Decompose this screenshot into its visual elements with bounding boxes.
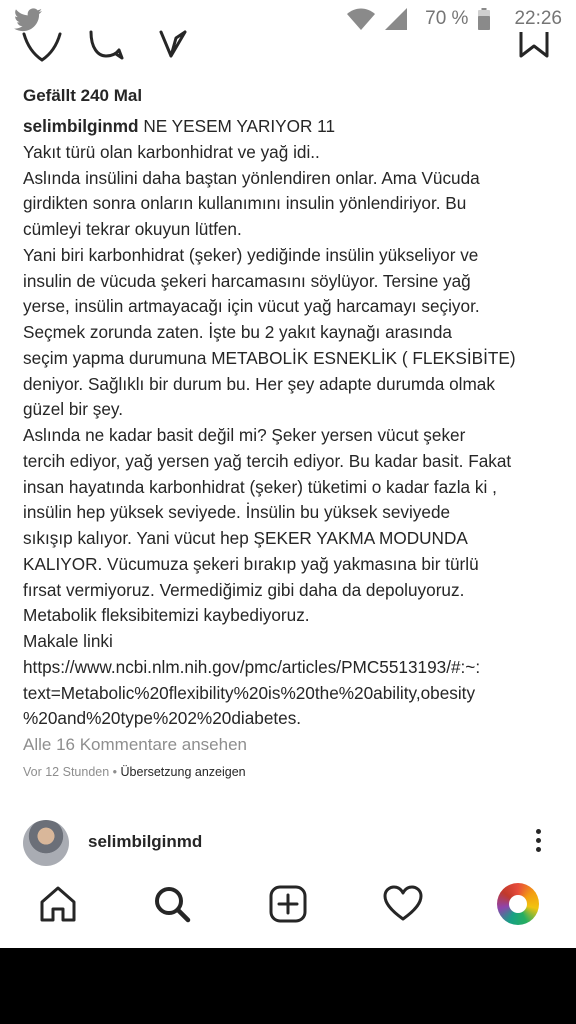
caption-line: Yakıt türü olan karbonhidrat ve yağ idi.. <box>23 141 320 162</box>
profile-avatar[interactable] <box>497 883 539 925</box>
caption-line: insülin hep yüksek seviyede. İnsülin bu yüksek seviyede <box>23 502 451 523</box>
caption-username[interactable]: selimbilginmd <box>23 116 139 136</box>
new-post-icon[interactable] <box>268 884 308 924</box>
caption-line: fırsat vermiyoruz. Vermediğimiz gibi daha da depoluyoruz. <box>23 579 465 600</box>
post-action-row <box>0 28 576 64</box>
clock: 22:26 <box>514 8 562 29</box>
post-meta <box>23 765 246 779</box>
caption-line: tercih ediyor, yağ yersen yağ tercih ediyor. Bu kadar basit. Fakat <box>23 450 512 471</box>
caption-line: https://www.ncbi.nlm.nih.gov/pmc/articles/PMC5513193/#:~: <box>23 656 481 677</box>
avatar[interactable] <box>23 820 69 866</box>
caption-first-line <box>23 114 563 140</box>
caption-line: cümleyi tekrar okuyun lütfen. <box>23 219 242 239</box>
share-icon[interactable] <box>158 28 188 62</box>
activity-heart-icon[interactable] <box>383 884 423 924</box>
caption-line: Yani biri karbonhidrat (şeker) yediğinde insülin yükseliyor ve <box>23 244 479 265</box>
caption-line: girdikten sonra onların kullanımını insulin yönlendiriyor. Bu <box>23 193 467 214</box>
caption-line: text=Metabolic%20flexibility%20is%20the%20ability,obesity <box>23 682 476 703</box>
caption-line: yerse, insülin artmayacağı için vücut yağ harcamayı seçiyor. <box>23 296 480 317</box>
cellular-signal-icon <box>385 8 407 30</box>
caption-line: Aslında insülini daha baştan yönlendiren onlar. Ama Vücuda <box>23 167 480 188</box>
caption-line: güzel bir şey. <box>23 399 123 420</box>
battery-icon <box>478 8 490 30</box>
caption-line: Aslında ne kadar basit değil mi? Şeker yersen vücut şeker <box>23 425 466 445</box>
caption-line: Metabolik fleksibitemizi kaybediyoruz. <box>23 605 310 626</box>
caption-line: insulin de vücuda şekeri harcamasını söylüyor. Tersine yağ <box>23 270 471 291</box>
post-timestamp: Vor 12 Stunden <box>23 765 110 779</box>
caption-line: Makale linki <box>23 631 113 651</box>
bottom-navigation <box>0 868 576 948</box>
search-icon[interactable] <box>152 884 192 924</box>
view-comments-link[interactable]: Alle 16 Kommentare ansehen <box>23 735 247 754</box>
wifi-icon <box>347 8 375 30</box>
save-bookmark-icon[interactable] <box>518 28 550 62</box>
status-indicators <box>347 8 562 30</box>
meta-separator: • <box>109 765 121 779</box>
caption-line: sıkışıp kalıyor. Yani vücut hep ŞEKER YAKMA MODUNDA <box>23 528 468 548</box>
caption-line: KALIYOR. Vücumuza şekeri bırakıp yağ yakmasına bir türlü <box>23 553 479 574</box>
caption-body <box>23 140 563 732</box>
post-caption <box>23 114 563 732</box>
like-count[interactable]: Gefällt 240 Mal <box>23 86 143 105</box>
system-navigation-bar <box>0 948 576 1024</box>
caption-line: deniyor. Sağlıklı bir durum bu. Her şey adapte durumda olmak <box>23 373 495 394</box>
comment-icon[interactable] <box>88 28 124 62</box>
next-post-header <box>0 816 576 868</box>
caption-line: insan hayatında karbonhidrat (şeker) tüketimi o kadar fazla ki , <box>23 476 497 497</box>
caption-line: Seçmek zorunda zaten. İşte bu 2 yakıt kaynağı arasında <box>23 322 452 342</box>
home-icon[interactable] <box>38 884 78 924</box>
battery-percent: 70 % <box>425 8 469 29</box>
translate-link[interactable]: Übersetzung anzeigen <box>120 765 246 779</box>
next-post-username[interactable]: selimbilginmd <box>88 832 203 851</box>
caption-title: NE YESEM YARIYOR 11 <box>138 116 336 136</box>
caption-line: %20and%20type%202%20diabetes. <box>23 708 302 729</box>
like-heart-icon[interactable] <box>22 28 62 62</box>
caption-line: seçim yapma durumuna METABOLİK ESNEKLİK ( FLEKSİBİTE) <box>23 347 516 368</box>
more-options-icon[interactable] <box>528 826 548 856</box>
